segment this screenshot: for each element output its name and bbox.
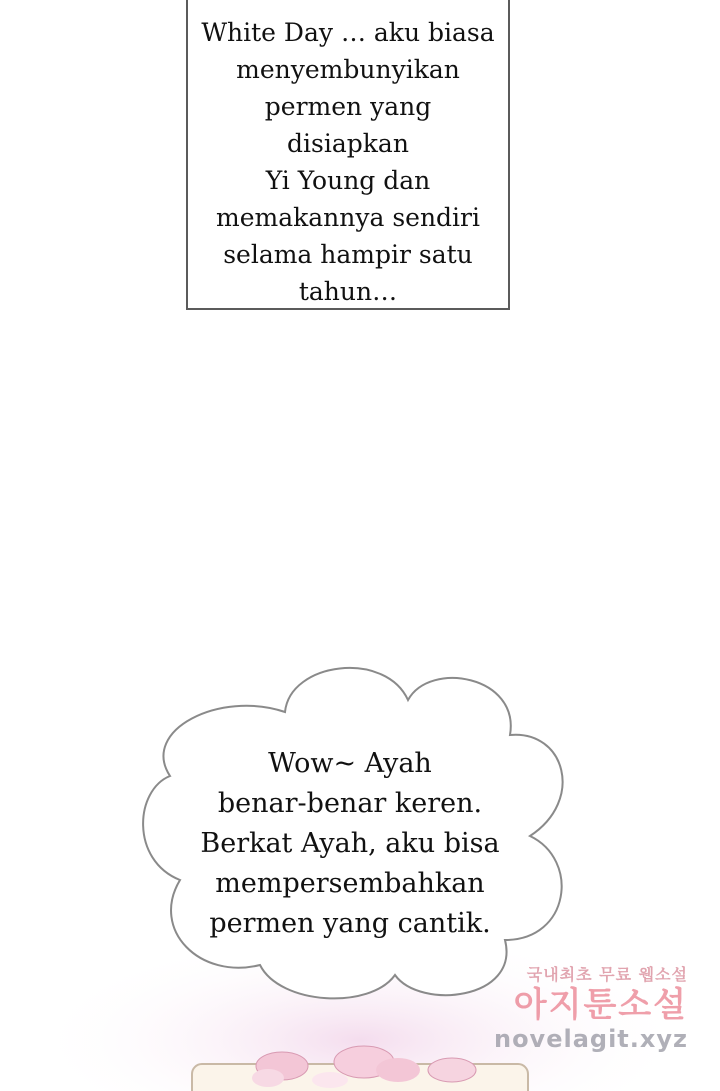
narration-text: White Day … aku biasa menyembunyikan permen yang disiapkan Yi Young dan memakannya sendiri selama hampir satu tahun…: [201, 18, 495, 306]
watermark-url: novelagit.xyz: [493, 1025, 688, 1053]
watermark-tagline: 국내최초 무료 웹소설: [526, 965, 688, 984]
watermark: [488, 962, 688, 1053]
thought-text: Wow~ Ayah benar-benar keren. Berkat Ayah, aku bisa mempersembahkan permen yang cantik.: [200, 748, 500, 939]
watermark-brand: 아지툰소설: [513, 985, 688, 1025]
